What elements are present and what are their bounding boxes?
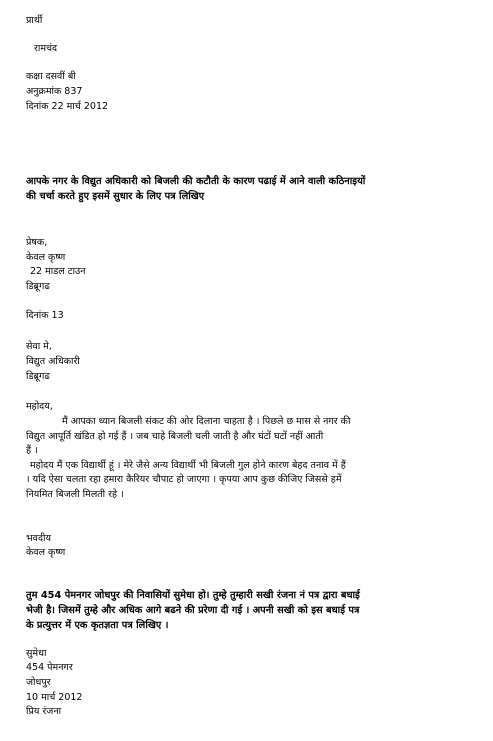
question1-line2: की चर्चा करते हुए इसमें सुधार के लिए पत्र लिखिए bbox=[26, 191, 205, 202]
class-info: कक्षा दसवीं बी bbox=[26, 71, 76, 82]
closing-bhavdiya: भवदीय bbox=[26, 533, 51, 544]
body-p2-line3: नियमित बिजली मिलती रहे । bbox=[26, 489, 124, 500]
body-p2-line1: महोदय मैं एक विद्यार्थी हूं । मेरे जैसे अन्य विद्यार्थी भी बिजली गुल होने कारण बेहद तनाव में हैं bbox=[30, 460, 346, 471]
body-p1-line2: विद्युत आपूर्ति खंडित हो गई हैं । जब चाहे बिजली चली जाती है और घंटों घटों नहीं आती bbox=[26, 431, 324, 442]
student-name: रामचंद bbox=[34, 43, 58, 54]
body-p1-line3: हैं । bbox=[26, 445, 38, 456]
header-date: दिनांक 22 मार्च 2012 bbox=[26, 101, 109, 112]
question1-line1: आपके नगर के विद्युत अधिकारी को बिजली की कटौती के कारण पढाई में आने वाली कठिनाइयों bbox=[26, 176, 366, 187]
sender-name: केवल कृष्ण bbox=[26, 252, 66, 263]
letter2-salutation: प्रिय रंजना bbox=[26, 706, 62, 717]
pranarthi-label: प्रार्थी bbox=[26, 15, 43, 26]
letter2-city: जोधपुर bbox=[26, 677, 51, 688]
letter1-date: दिनांक 13 bbox=[26, 310, 64, 321]
body-p2-line2: । यदि ऐसा चलता रहा हमारा कैरियर चौपाट हो जाएगा । कृपया आप कुछ कीजिए जिससे हमें bbox=[26, 474, 342, 485]
salutation: महोदय, bbox=[26, 401, 53, 412]
letter2-sender-name: सुमेधा bbox=[26, 648, 47, 659]
question2-line3: के प्रत्युत्तर में एक कृतज्ञता पत्र लिखिए । bbox=[26, 620, 169, 631]
recipient-city: डिब्रूगढ bbox=[26, 371, 50, 382]
letter2-address: 454 पेमनगर bbox=[26, 662, 73, 673]
recipient-title: विद्युत अधिकारी bbox=[26, 356, 80, 367]
seva-me-label: सेवा मे, bbox=[26, 341, 52, 352]
roll-number: अनुक्रमांक 837 bbox=[26, 86, 83, 97]
body-p1-line1: मैं आपका ध्यान बिजली संकट की ओर दिलाना चाहता है । पिछले छ मास से नगर की bbox=[62, 416, 351, 427]
sender-address: 22 माडल टाउन bbox=[30, 266, 86, 277]
preshak-label: प्रेषक, bbox=[26, 237, 48, 248]
sender-city: डिब्रूगढ bbox=[26, 281, 50, 292]
letter2-date: 10 मार्च 2012 bbox=[26, 692, 83, 703]
closing-name: केवल कृष्ण bbox=[26, 547, 66, 558]
question2-line1: तुम 454 पेमनगर जोधपुर की निवासियों सुमेधा हो। तुम्हे तुम्हारी सखी रंजना नं पत्र द्वारा बधाई bbox=[26, 590, 360, 601]
question2-line2: भेजी है। जिसमें तुम्हे और अधिक आगे बढने की प्ररेणा दी गई । अपनी सखी को इस बधाई पत्र bbox=[26, 605, 360, 616]
